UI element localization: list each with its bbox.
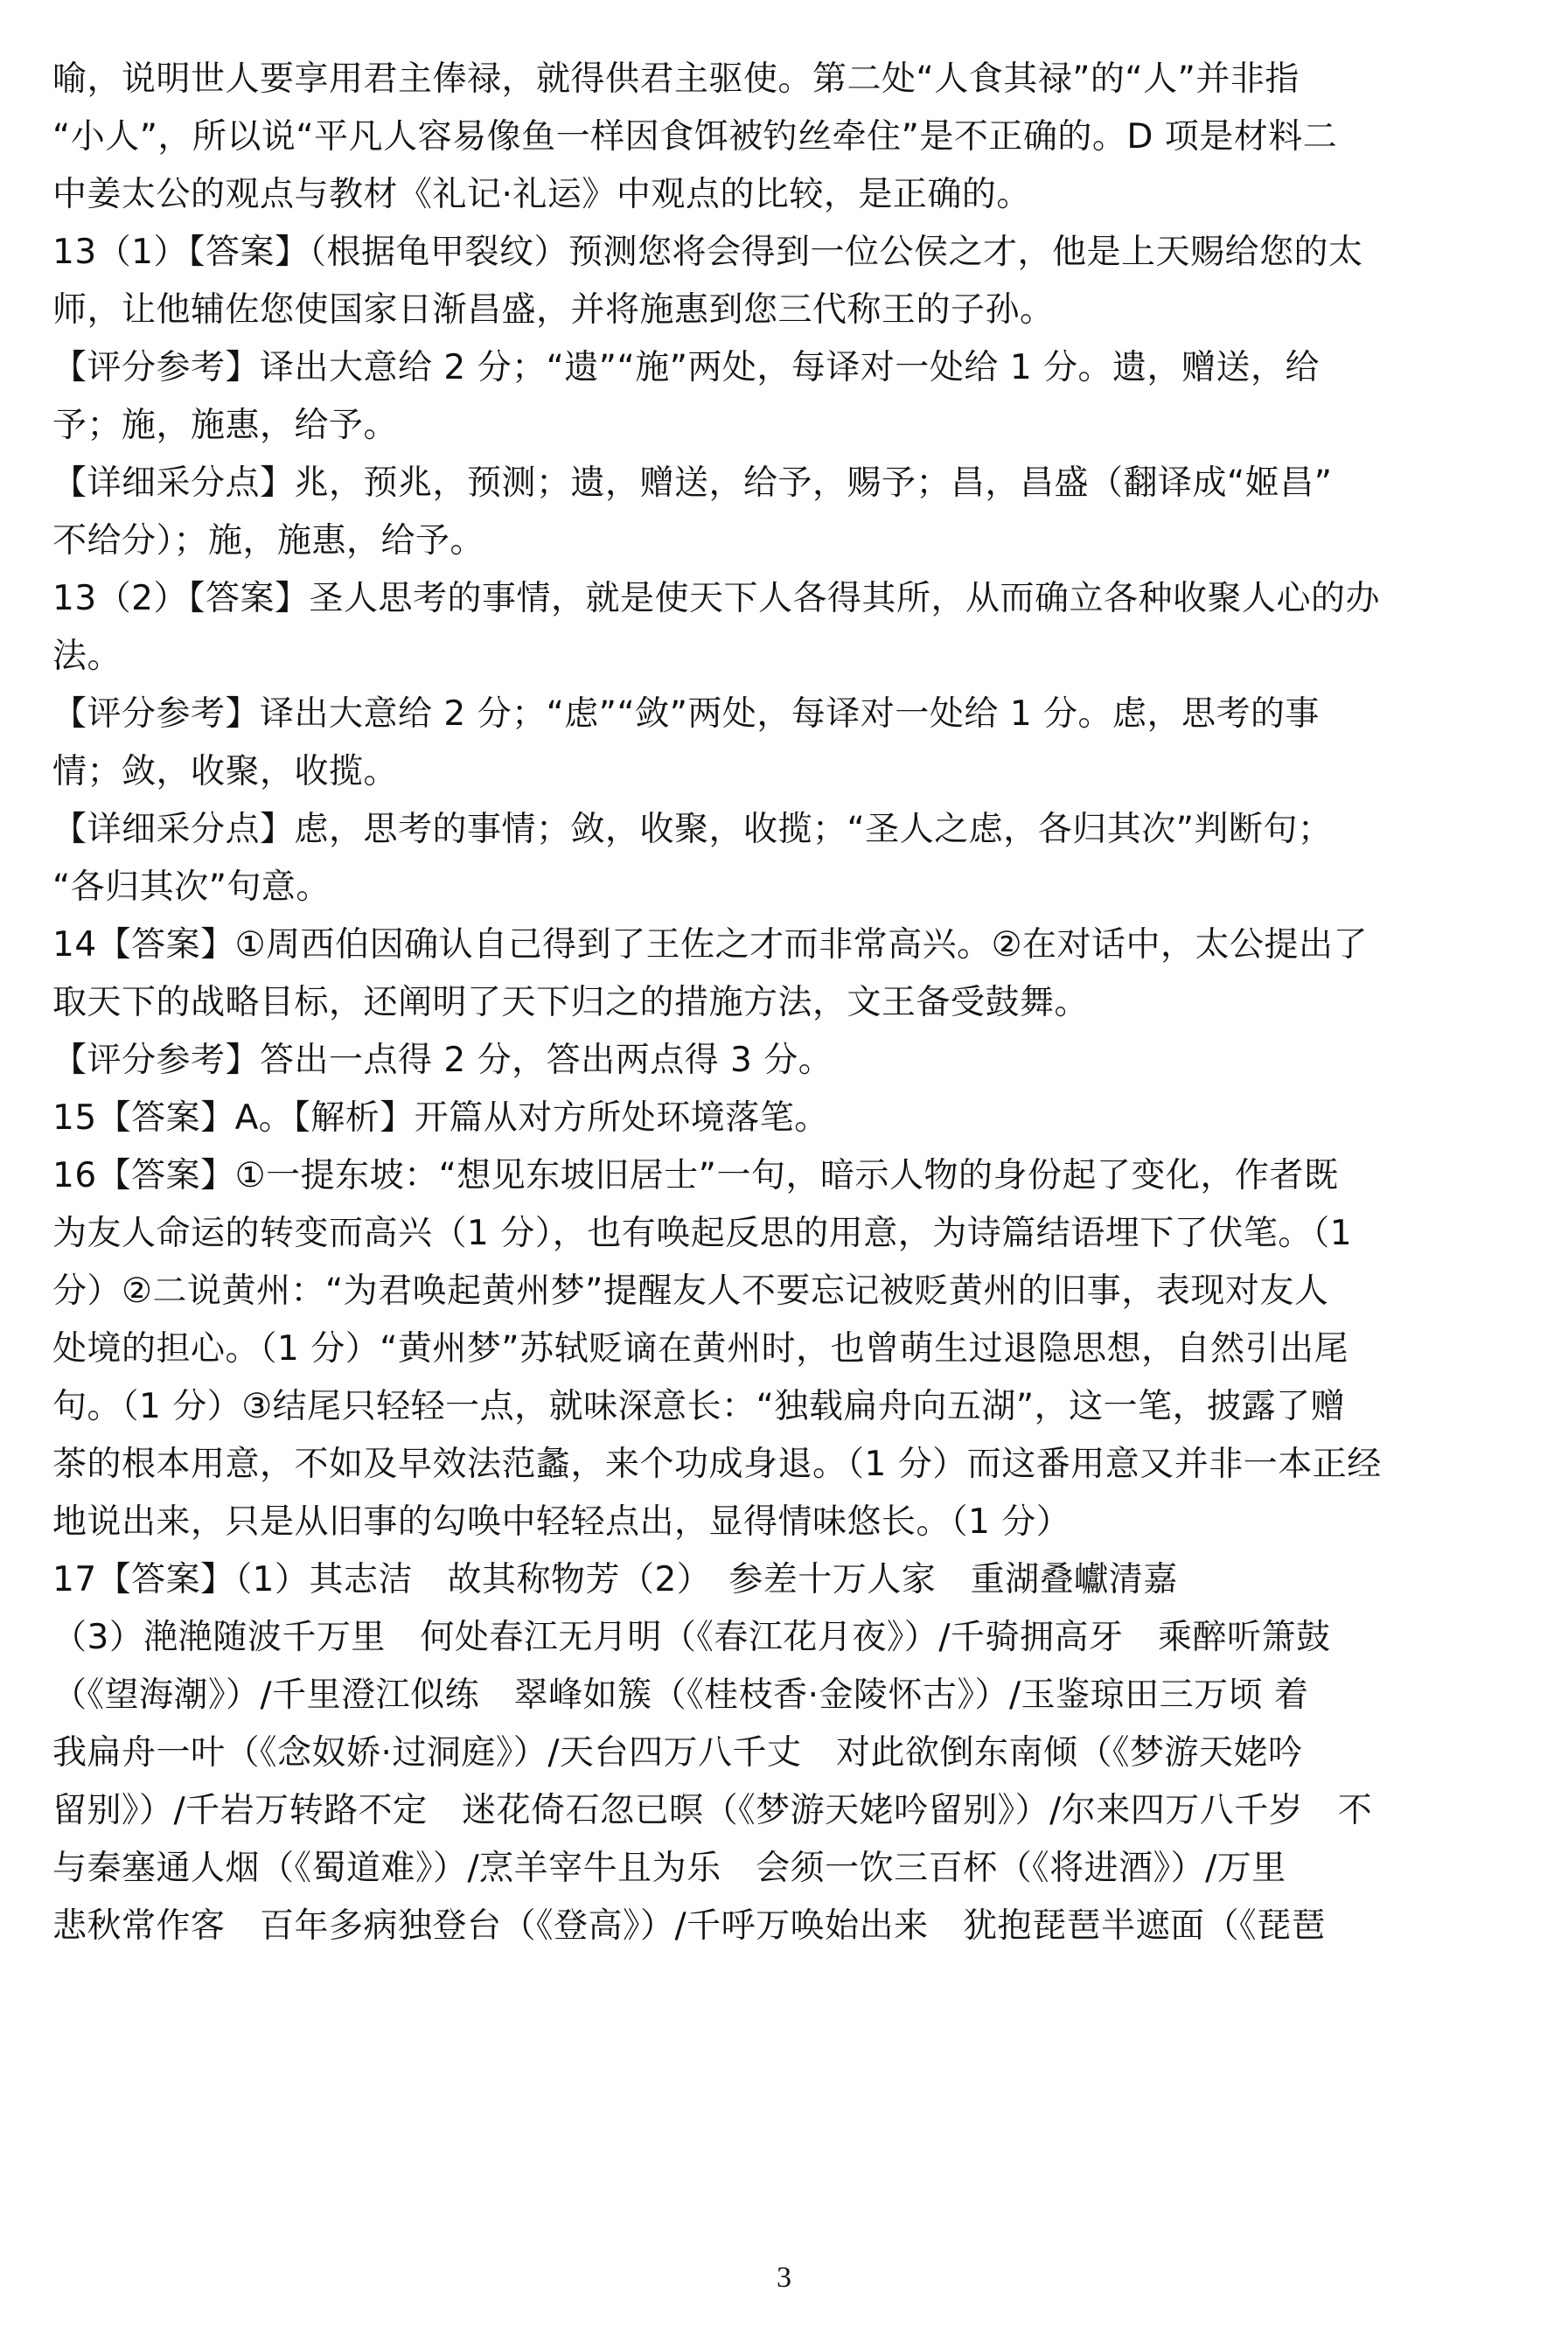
text-line: 取天下的战略目标，还阐明了天下归之的措施方法，文王备受鼓舞。 [52,983,1090,1022]
answer-17-line: 17【答案】（1）其志洁 故其称物芳（2） 参差十万人家 重湖叠巘清嘉 [52,1560,1178,1599]
text-line: 予；施，施惠，给予。 [52,406,399,445]
text-line: 不给分）；施，施惠，给予。 [52,521,485,561]
text-line: 中姜太公的观点与教材《礼记·礼运》中观点的比较，是正确的。 [52,175,1031,214]
scoring-points-line: 【详细采分点】兆，预兆，预测；遗，赠送，给予，赐予；昌，昌盛（翻译成“姬昌” [52,463,1333,503]
document-body [52,51,1517,1955]
text-line: 与秦塞通人烟（《蜀道难》）/烹羊宰牛且为乐 会须一饮三百杯（《将进酒》）/万里 [52,1849,1286,1888]
text-line: （3）滟滟随波千万里 何处春江无月明（《春江花月夜》）/千骑拥高牙 乘醉听箫鼓 [52,1618,1331,1657]
answer-13-2-line: 13（2）【答案】圣人思考的事情，就是使天下人各得其所，从而确立各种收聚人心的办 [52,579,1380,618]
text-line: 处境的担心。（1 分）“黄州梦”苏轼贬谪在黄州时，也曾萌生过退隐思想，自然引出尾 [52,1329,1349,1369]
text-line: “小人”，所以说“平凡人容易像鱼一样因食饵被钓丝牵住”是不正确的。D 项是材料二 [52,117,1338,157]
text-line: 留别》）/千岩万转路不定 迷花倚石忽已暝（《梦游天姥吟留别》）/尔来四万八千岁 不 [52,1791,1373,1830]
answer-13-1-line: 13（1）【答案】（根据龟甲裂纹）预测您将会得到一位公侯之才，他是上天赐给您的太 [52,233,1363,272]
text-line: （《望海潮》）/千里澄江似练 翠峰如簇（《桂枝香·金陵怀古》）/玉鉴琼田三万顷 着 [52,1676,1309,1715]
text-line: 喻，说明世人要享用君主俸禄，就得供君主驱使。第二处“人食其禄”的“人”并非指 [52,59,1300,99]
scoring-reference-line: 【评分参考】译出大意给 2 分；“遗”“施”两处，每译对一处给 1 分。遗，赠送，给 [52,348,1321,387]
text-line: 茶的根本用意，不如及早效法范蠡，来个功成身退。（1 分）而这番用意又并非一本正经 [52,1445,1382,1484]
page-number: 3 [777,2261,791,2294]
text-line: 为友人命运的转变而高兴（1 分），也有唤起反思的用意，为诗篇结语埋下了伏笔。（1 [52,1214,1353,1253]
scoring-reference-line: 【评分参考】答出一点得 2 分，答出两点得 3 分。 [52,1041,833,1080]
text-line: 我扁舟一叶（《念奴娇·过洞庭》）/天台四万八千丈 对此欲倒东南倾（《梦游天姥吟 [52,1733,1303,1773]
text-line: 法。 [52,637,122,676]
text-line: 情；敛，收聚，收揽。 [52,752,399,791]
text-line: 地说出来，只是从旧事的勾唤中轻轻点出，显得情味悠长。（1 分） [52,1502,1071,1542]
scoring-points-line: 【详细采分点】虑，思考的事情；敛，收聚，收揽；“圣人之虑，各归其次”判断句； [52,810,1333,849]
text-line: 分）②二说黄州：“为君唤起黄州梦”提醒友人不要忘记被贬黄州的旧事，表现对友人 [52,1272,1329,1311]
text-line: 师，让他辅佐您使国家日渐昌盛，并将施惠到您三代称王的子孙。 [52,290,1055,330]
answer-15-line: 15【答案】A。【解析】开篇从对方所处环境落笔。 [52,1098,829,1138]
text-line: “各归其次”句意。 [52,867,331,907]
answer-14-line: 14【答案】①周西伯因确认自己得到了王佐之才而非常高兴。②在对话中，太公提出了 [52,925,1369,965]
text-line: 悲秋常作客 百年多病独登台（《登高》）/千呼万唤始出来 犹抱琵琶半遮面（《琵琶 [52,1906,1327,1946]
text-line: 句。（1 分）③结尾只轻轻一点，就味深意长：“独载扁舟向五湖”，这一笔，披露了赠 [52,1387,1346,1426]
answer-16-line: 16【答案】①一提东坡：“想见东坡旧居士”一句，暗示人物的身份起了变化，作者既 [52,1156,1339,1195]
scoring-reference-line: 【评分参考】译出大意给 2 分；“虑”“敛”两处，每译对一处给 1 分。虑，思考的事 [52,694,1321,734]
